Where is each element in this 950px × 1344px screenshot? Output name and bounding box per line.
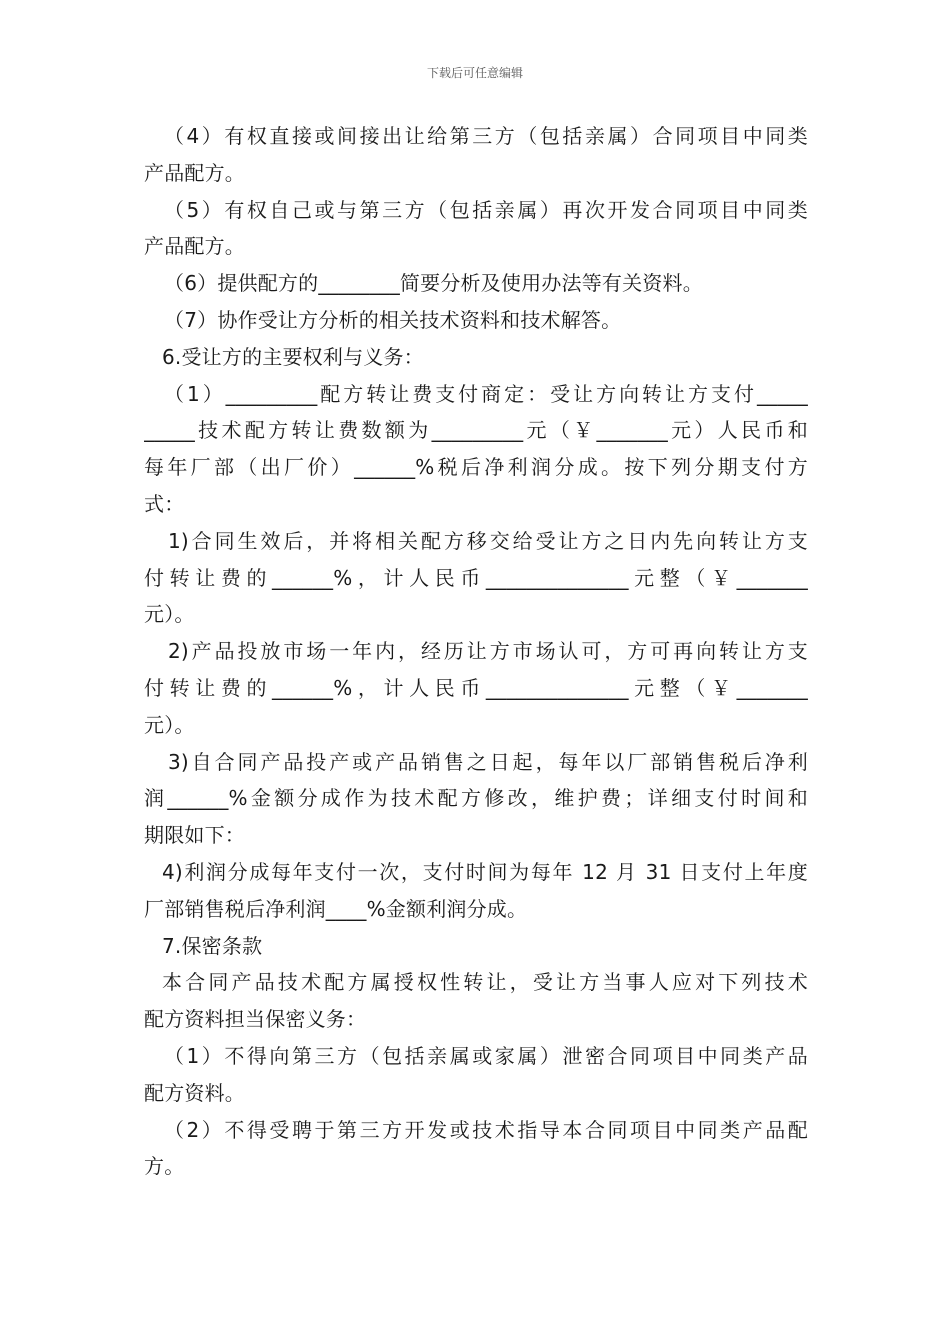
paragraph-line: 方。 [144, 1154, 185, 1179]
paragraph-line: 产品配方。 [144, 234, 245, 259]
paragraph-line: 4)利润分成每年支付一次，支付时间为每年 12 月 31 日支付上年度 [162, 859, 808, 884]
paragraph-line: 产品配方。 [144, 160, 245, 185]
paragraph-line: 元）。 [144, 602, 195, 627]
paragraph-line: （2）不得受聘于第三方开发或技术指导本合同项目中同类产品配 [164, 1117, 808, 1142]
paragraph-line: 3)自合同产品投产或产品销售之日起，每年以厂部销售税后净利 [168, 749, 808, 774]
paragraph-line: 元）。 [144, 712, 195, 737]
paragraph-line: 配方资料。 [144, 1080, 245, 1105]
paragraph-line: 厂部销售税后净利润____%金额利润分成。 [144, 896, 528, 921]
section-heading: 6.受让方的主要权利与义务： [162, 344, 424, 369]
paragraph-line: 1)合同生效后，并将相关配方移交给受让方之日内先向转让方支 [168, 528, 808, 553]
paragraph-line: （4）有权直接或间接出让给第三方（包括亲属）合同项目中同类 [164, 124, 808, 148]
paragraph-line: （1）不得向第三方（包括亲属或家属）泄密合同项目中同类产品 [164, 1043, 808, 1068]
paragraph-line: （5）有权自己或与第三方（包括亲属）再次开发合同项目中同类 [164, 197, 808, 222]
paragraph-line: 本合同产品技术配方属授权性转让，受让方当事人应对下列技术 [162, 970, 808, 995]
section-heading: 7.保密条款 [162, 933, 263, 958]
paragraph-line: （7）协作受让方分析的相关技术资料和技术解答。 [164, 307, 622, 332]
paragraph-line: 付转让费的______%，计人民币______________元整（￥_______ [144, 675, 808, 700]
paragraph-line: 每年厂部（出厂价）______%税后净利润分成。按下列分期支付方 [144, 455, 808, 480]
paragraph-line: 润______%金额分成作为技术配方修改，维护费；详细支付时间和 [144, 786, 808, 811]
paragraph-line: _____技术配方转让费数额为_________元（￥_______元）人民币和 [144, 418, 808, 443]
paragraph-line: 式： [144, 491, 185, 516]
paragraph-line: （6）提供配方的________简要分析及使用办法等有关资料。 [164, 271, 703, 296]
paragraph-line: 配方资料担当保密义务： [144, 1007, 367, 1032]
document-body [144, 118, 808, 1185]
paragraph-line: 付转让费的______%，计人民币______________元整（￥_______ [144, 565, 808, 590]
paragraph-line: 2)产品投放市场一年内，经历让方市场认可，方可再向转让方支 [168, 639, 808, 664]
page-header: 下载后可任意编辑 [426, 66, 523, 80]
paragraph-line: （1）_________配方转让费支付商定：受让方向转让方支付_____ [164, 381, 808, 406]
paragraph-line: 期限如下： [144, 823, 245, 848]
